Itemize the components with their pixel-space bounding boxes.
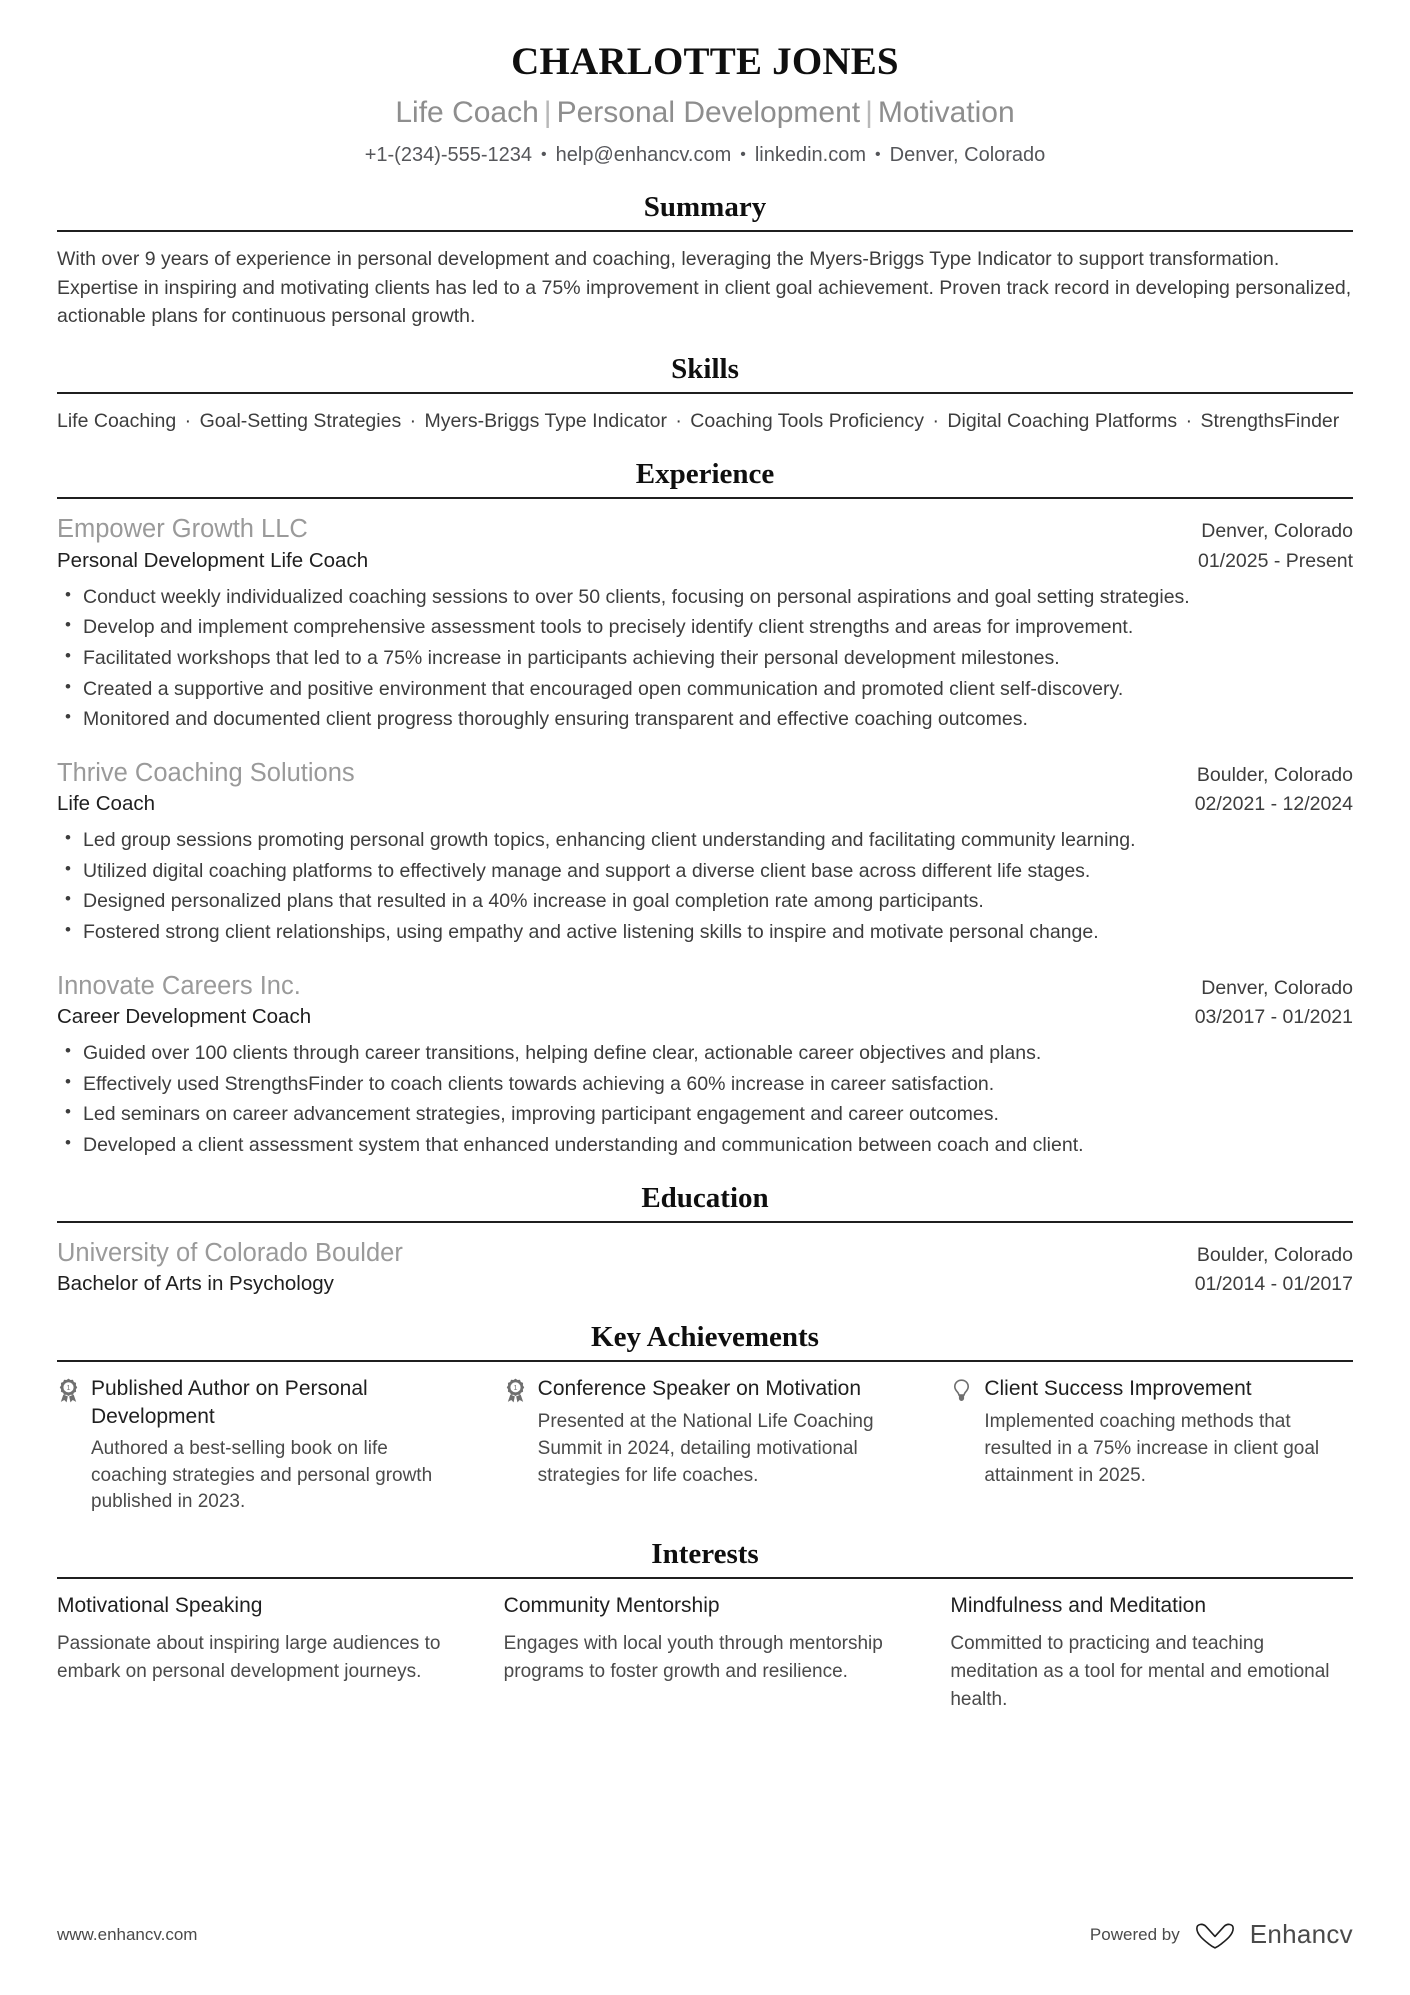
achievement-title: Client Success Improvement	[984, 1377, 1252, 1401]
entry-organization: Innovate Careers Inc.	[57, 971, 301, 1000]
entry-location: Boulder, Colorado	[1196, 1244, 1353, 1267]
entry-role: Bachelor of Arts in Psychology	[57, 1272, 334, 1296]
candidate-headline	[57, 92, 1353, 134]
entry-header-row	[57, 756, 1353, 790]
entry-bullet: • Fostered strong client relationships, using empathy and active listening skills to inspire and motivate personal change.	[57, 919, 1353, 947]
achievement-item	[504, 1375, 907, 1489]
svg-text:1: 1	[66, 1384, 71, 1393]
entry-role: Career Development Coach	[57, 1005, 312, 1029]
skill-item: StrengthsFinder	[1200, 410, 1340, 433]
section-title-experience: Experience	[635, 458, 775, 491]
interest-description: Committed to practicing and teaching meditation as a tool for mental and emotional health.	[950, 1633, 1330, 1711]
entry-location: Denver, Colorado	[1201, 976, 1353, 999]
entry-bullet: • Facilitated workshops that led to a 75% increase in participants achieving their personal development milestones.	[57, 645, 1353, 673]
contact-line	[57, 141, 1353, 169]
skills-list	[57, 407, 1353, 436]
resume-header	[57, 38, 1353, 169]
entry-organization: Thrive Coaching Solutions	[57, 758, 355, 787]
education-body	[57, 1223, 1353, 1299]
entry-dates: 02/2021 - 12/2024	[1194, 793, 1353, 816]
interest-title: Motivational Speaking	[57, 1594, 263, 1618]
experience-body	[57, 499, 1353, 1159]
skill-separator-icon: ·	[179, 410, 197, 433]
entry	[57, 512, 1353, 734]
footer-brand	[1090, 1919, 1353, 1950]
headline-part-3: Motivation	[877, 95, 1015, 129]
achievement-title: Conference Speaker on Motivation	[537, 1377, 862, 1401]
skill-separator-icon: ·	[404, 410, 422, 433]
section-experience	[57, 458, 1353, 1160]
entry-bullet: • Monitored and documented client progress thoroughly ensuring transparent and effective coaching outcomes.	[57, 706, 1353, 734]
achievement-description: Implemented coaching methods that resulted in a 75% increase in client goal attainment in 2025.	[984, 1411, 1320, 1486]
entry-bullet: • Designed personalized plans that resulted in a 40% increase in goal completion rate among participants.	[57, 888, 1353, 916]
award-ribbon-icon	[504, 1378, 527, 1403]
entry-subheader-row	[57, 1270, 1353, 1299]
interest-item	[504, 1592, 907, 1686]
entry-dates: 01/2014 - 01/2017	[1194, 1273, 1353, 1296]
entry-header-row	[57, 1236, 1353, 1270]
entry-subheader-row	[57, 547, 1353, 576]
bullet-separator-icon: •	[875, 146, 881, 164]
skill-item: Goal-Setting Strategies	[199, 410, 402, 433]
interest-item	[57, 1592, 460, 1686]
enhancv-logo-icon	[1194, 1920, 1236, 1950]
section-key-achievements	[57, 1321, 1353, 1516]
interest-item	[950, 1592, 1353, 1714]
section-title-summary: Summary	[643, 190, 767, 223]
entry-bullet-list	[57, 584, 1353, 734]
interest-description: Passionate about inspiring large audiences to embark on personal development journeys.	[57, 1633, 441, 1683]
entry-bullet: • Effectively used StrengthsFinder to coach clients towards achieving a 60% increase in career satisfaction.	[57, 1071, 1353, 1099]
entry-subheader-row	[57, 1003, 1353, 1032]
achievement-item	[950, 1375, 1353, 1489]
lightbulb-icon	[950, 1378, 973, 1403]
award-ribbon-icon	[57, 1378, 80, 1403]
candidate-name: CHARLOTTE JONES	[511, 40, 899, 83]
entry-bullet: • Guided over 100 clients through career transitions, helping define clear, actionable career objectives and plans.	[57, 1040, 1353, 1068]
skill-item: Digital Coaching Platforms	[947, 410, 1178, 433]
entry	[57, 1236, 1353, 1299]
contact-phone: +1-(234)-555-1234	[364, 143, 533, 166]
page-footer	[57, 1919, 1353, 1950]
enhancv-brand-name: Enhancv	[1249, 1919, 1353, 1949]
headline-divider-icon: |	[543, 95, 552, 129]
powered-by-label: Powered by	[1089, 1924, 1180, 1944]
section-title-skills: Skills	[671, 353, 739, 386]
entry-bullet: • Led seminars on career advancement strategies, improving participant engagement and career outcomes.	[57, 1101, 1353, 1129]
skill-separator-icon: ·	[1180, 410, 1198, 433]
entry-dates: 03/2017 - 01/2021	[1194, 1006, 1353, 1029]
entry-bullet: • Develop and implement comprehensive assessment tools to precisely identify client strengths and areas for improvement.	[57, 614, 1353, 642]
skill-separator-icon: ·	[927, 410, 945, 433]
achievement-title: Published Author on Personal Development	[91, 1377, 368, 1428]
skill-item: Coaching Tools Proficiency	[690, 410, 925, 433]
entry-role: Life Coach	[57, 792, 156, 816]
entry-organization: University of Colorado Boulder	[57, 1239, 403, 1268]
interest-description: Engages with local youth through mentorship programs to foster growth and resilience.	[503, 1633, 883, 1683]
entry-bullet: • Created a supportive and positive environment that encouraged open communication and promoted client self-discovery.	[57, 676, 1353, 704]
contact-location: Denver, Colorado	[889, 143, 1046, 166]
headline-part-1: Life Coach	[395, 95, 539, 129]
interest-title: Mindfulness and Meditation	[950, 1594, 1206, 1618]
achievement-description: Presented at the National Life Coaching Summit in 2024, detailing motivational strategies for life coaches.	[537, 1411, 874, 1486]
entry-bullet: • Conduct weekly individualized coaching sessions to over 50 clients, focusing on personal aspirations and goal setting strategies.	[57, 584, 1353, 612]
entry-subheader-row	[57, 790, 1353, 819]
entry-organization: Empower Growth LLC	[57, 515, 308, 544]
contact-linkedin[interactable]: linkedin.com	[754, 143, 867, 166]
entry-role: Personal Development Life Coach	[57, 548, 369, 572]
achievement-item	[57, 1375, 460, 1515]
interests-grid	[57, 1592, 1353, 1714]
section-summary	[57, 191, 1353, 331]
footer-website-url[interactable]: www.enhancv.com	[57, 1924, 198, 1944]
entry-bullet-list	[57, 1040, 1353, 1160]
contact-email[interactable]: help@enhancv.com	[555, 143, 732, 166]
entry-header-row	[57, 969, 1353, 1003]
section-skills	[57, 353, 1353, 436]
section-title-education: Education	[641, 1181, 769, 1214]
entry-dates: 01/2025 - Present	[1197, 549, 1353, 572]
headline-part-2: Personal Development	[556, 95, 861, 129]
achievements-grid	[57, 1375, 1353, 1515]
achievement-header	[57, 1375, 460, 1430]
achievement-description: Authored a best-selling book on life coaching strategies and personal growth published in 2023.	[91, 1438, 433, 1513]
entry	[57, 756, 1353, 947]
entry-bullet: • Developed a client assessment system that enhanced understanding and communication between coach and client.	[57, 1132, 1353, 1160]
entry-header-row	[57, 512, 1353, 546]
interest-title: Community Mentorship	[503, 1594, 720, 1618]
summary-text: With over 9 years of experience in personal development and coaching, leveraging the Myers-Briggs Type Indicator to support transformation. Expertise in inspiring and motivating clients has led to a 75% improvement in client goal achievement. Proven track record in developing personalized, actionable plans for continuous personal growth.	[57, 248, 1352, 328]
section-interests	[57, 1538, 1353, 1714]
summary-body	[57, 232, 1353, 331]
entry-location: Denver, Colorado	[1201, 520, 1353, 543]
skills-body	[57, 394, 1353, 436]
svg-text:1: 1	[513, 1384, 518, 1393]
achievement-header	[504, 1375, 907, 1403]
entry-bullet: • Utilized digital coaching platforms to effectively manage and support a diverse client base across different life stages.	[57, 858, 1353, 886]
bullet-separator-icon: •	[541, 146, 547, 164]
headline-divider-icon: |	[865, 95, 873, 129]
skill-separator-icon: ·	[669, 410, 688, 433]
achievement-header	[950, 1375, 1353, 1403]
entry-bullet: • Led group sessions promoting personal growth topics, enhancing client understanding and facilitating community learning.	[57, 827, 1353, 855]
skill-item: Life Coaching	[57, 410, 177, 433]
section-title-interests: Interests	[651, 1537, 759, 1570]
bullet-separator-icon: •	[740, 146, 746, 164]
entry-bullet-list	[57, 827, 1353, 947]
section-education	[57, 1182, 1353, 1299]
skill-item: Myers-Briggs Type Indicator	[424, 410, 667, 433]
entry	[57, 969, 1353, 1160]
section-title-key-achievements: Key Achievements	[591, 1321, 819, 1354]
entry-location: Boulder, Colorado	[1196, 763, 1353, 786]
